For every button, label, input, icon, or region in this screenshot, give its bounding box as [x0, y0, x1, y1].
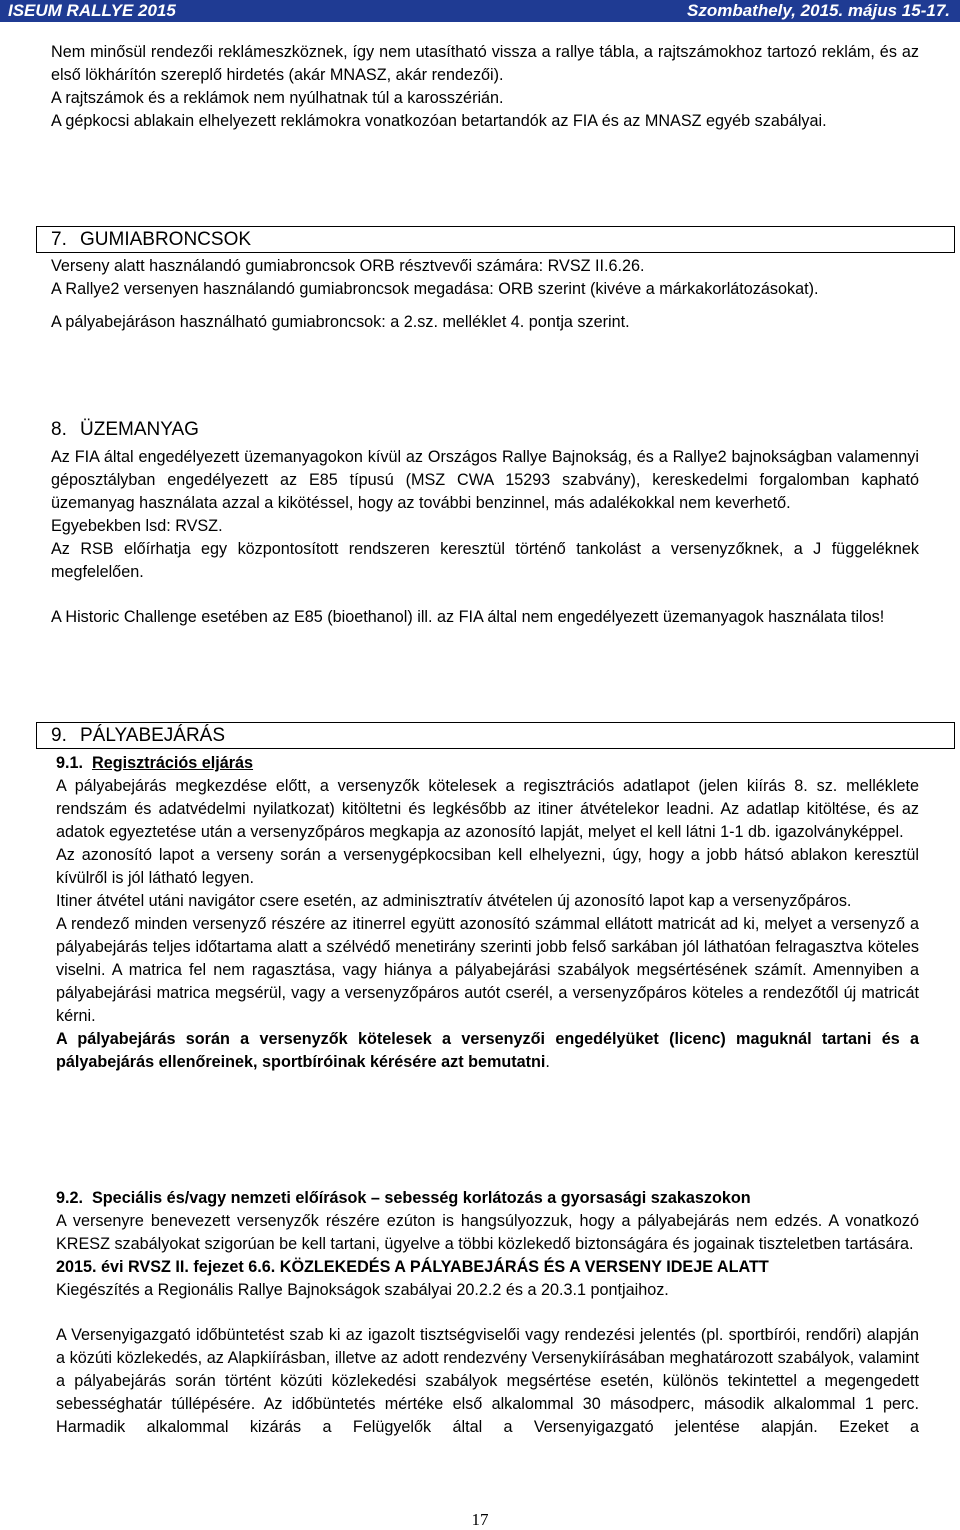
section-8-number: 8. — [51, 419, 67, 440]
fuel-paragraph-3: Az RSB előírhatja egy központosított rendszeren keresztül történő tankolást a versenyzőknek, a J függeléknek megfelelően. — [51, 540, 919, 581]
section-8-title: ÜZEMANYAG — [80, 419, 199, 440]
page-number: 17 — [471, 1510, 489, 1529]
fuel-paragraph-4: A Historic Challenge esetében az E85 (bioethanol) ill. az FIA által nem engedélyezett üzemanyagok használata tilos! — [51, 608, 885, 626]
subsection-9-1-heading — [56, 752, 253, 775]
registration-paragraph-5 — [56, 1028, 919, 1074]
header-event-title: ISEUM RALLYE 2015 — [8, 1, 176, 20]
subsection-9-2-body — [56, 1210, 919, 1439]
fuel-paragraph-1: Az FIA által engedélyezett üzemanyagokon kívül az Országos Rallye Bajnokság, és a Rallye2 bajnokságban valamennyi géposztályban engedélyezett az E85 típusú (MSZ CWA 15293 szabvány), kereskedelmi forgalomban kapható üzemanyag használata azzal a kikötéssel, hogy az további benzinnel, más adalékokkal nem keverhető. — [51, 448, 919, 512]
section-8-body — [51, 446, 919, 629]
section-9-title: PÁLYABEJÁRÁS — [80, 725, 226, 746]
subsection-9-2-number: 9.2. — [56, 1189, 84, 1207]
section-8-heading — [51, 418, 199, 442]
speed-paragraph-1: A versenyre benevezett versenyzők részére ezúton is hangsúlyozzuk, hogy a pályabejárás nem edzés. A vonatkozó KRESZ szabályokat szigorúan be kell tartani, ügyelve a többi közlekedő biztonságára és jogainak tiszteletben tartására. — [56, 1212, 919, 1253]
section-7-heading — [51, 228, 251, 252]
intro-paragraph-1: Nem minősül rendezői reklámeszköznek, így nem utasítható vissza a rallye tábla, a rajtszámokhoz tartozó reklám, és az első lökhárítón szereplő hirdetés (akár MNASZ, akár rendezői). — [51, 43, 919, 84]
subsection-9-2-title: Speciális és/vagy nemzeti előírások – sebesség korlátozás a gyorsasági szakaszokon — [92, 1189, 751, 1207]
registration-paragraph-1: A pályabejárás megkezdése előtt, a versenyzők kötelesek a regisztrációs adatlapot (jelen kiírás 8. sz. melléklete rendszám és adatvédelmi nyilatkozat) kitöltetni és legkésőbb az itiner átvételekor leadni. Az adatlap kitöltése, és az adatok egyeztetése után a versenyzőpáros megkapja az azonosító lapját, melyet el kell látni 1-1 db. igazolványképpel. — [56, 777, 919, 841]
page-header — [0, 0, 960, 22]
licence-requirement: A pályabejárás során a versenyzők kötelesek a versenyzői engedélyüket (licenc) maguknál tartani és a pályabejárás ellenőreinek, sportbíróinak kérésére azt bemutatni — [56, 1030, 919, 1071]
section-9-heading — [51, 724, 225, 748]
intro-block — [51, 41, 919, 133]
intro-paragraph-3: A gépkocsi ablakain elhelyezett reklámokra vonatkozóan betartandók az FIA és az MNASZ egyéb szabályai. — [51, 112, 827, 130]
tyre-orb-rule: Verseny alatt használandó gumiabroncsok ORB résztvevői számára: RVSZ II.6.26. — [51, 257, 645, 275]
subsection-9-1-number: 9.1. — [56, 754, 84, 772]
speed-rvsz-reference: 2015. évi RVSZ II. fejezet 6.6. KÖZLEKEDÉS A PÁLYABEJÁRÁS ÉS A VERSENY IDEJE ALATT — [56, 1258, 769, 1276]
speed-supplement: Kiegészítés a Regionális Rallye Bajnokságok szabályai 20.2.2 és a 20.3.1 pontjaihoz. — [56, 1281, 669, 1299]
registration-paragraph-2: Az azonosító lapot a verseny során a versenygépkocsiban kell elhelyezni, úgy, hogy a jobb hátsó ablakon keresztül kívülről is jól látható legyen. — [56, 846, 919, 887]
tyre-recce-rule: A pályabejáráson használható gumiabroncsok: a 2.sz. melléklet 4. pontja szerint. — [51, 313, 630, 331]
licence-requirement-end: . — [545, 1053, 550, 1071]
section-7-body — [51, 255, 919, 334]
tyre-rallye2-rule: A Rallye2 versenyen használandó gumiabroncsok megadása: ORB szerint (kivéve a márkakorlátozásokat). — [51, 280, 819, 298]
registration-paragraph-3: Itiner átvétel utáni navigátor csere esetén, az adminisztratív átvételen új azonosító lapot kap a versenyzőpáros. — [56, 892, 852, 910]
intro-paragraph-2: A rajtszámok és a reklámok nem nyúlhatnak túl a karosszérián. — [51, 89, 504, 107]
section-9-number: 9. — [51, 725, 67, 746]
subsection-9-2-heading — [56, 1187, 751, 1210]
section-7-number: 7. — [51, 229, 67, 250]
section-7-title: GUMIABRONCSOK — [80, 229, 252, 250]
registration-paragraph-4: A rendező minden versenyző részére az itinerrel együtt azonosító számmal ellátott matricát ad ki, melyet a versenyző a pályabejárás teljes időtartama alatt a szélvédő menetirány szerinti jobb felső sarkában jól láthatóan felragasztva köteles viselni. A matrica fel nem ragasztása, vagy hiánya a pályabejárási szabályok megsértésének számít. Amennyiben a pályabejárási matrica megsérül, vagy a versenyzőpáros autót cserél, a versenyzőpáros köteles a rendezőtől új matricát kérni. — [56, 915, 919, 1025]
speed-penalty-paragraph: A Versenyigazgató időbüntetést szab ki az igazolt tisztségviselői vagy rendezési jelentés (pl. sportbírói, rendőri) alapján a közúti közlekedés, az Alapkiírásban, illetve az adott rendezvény Versenykiírásában meghatározott szabályok, valamint a pályabejárás során történt közúti közlekedési szabályok megsértése esetén, különös tekintettel a megengedett sebességhatár túllépésére. Az időbüntetés mértéke első alkalommal 30 másodperc, második alkalommal 1 perc. Harmadik alkalommal kizárás a Felügyelők által a Versenyigazgató jelentése alapján. Ezeket a — [56, 1326, 919, 1436]
fuel-paragraph-2: Egyebekben lsd: RVSZ. — [51, 517, 223, 535]
header-place-date: Szombathely, 2015. május 15-17. — [687, 1, 950, 20]
subsection-9-1-title: Regisztrációs eljárás — [92, 754, 254, 772]
subsection-9-1-body — [56, 775, 919, 1074]
